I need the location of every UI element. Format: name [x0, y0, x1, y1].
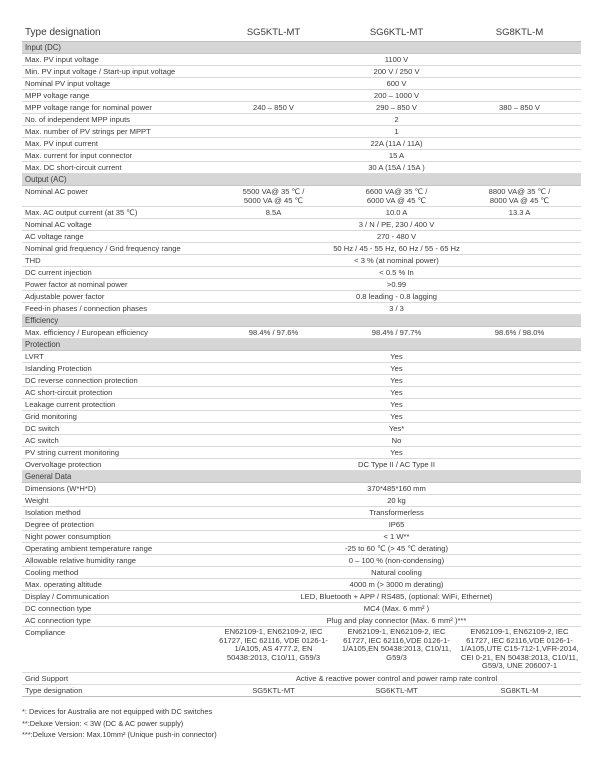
spec-value: 30 A (15A / 15A ) — [212, 162, 581, 174]
spec-row — [22, 543, 581, 555]
spec-value: 3 / N / PE, 230 / 400 V — [212, 219, 581, 231]
spec-value: 200 – 1000 V — [212, 90, 581, 102]
spec-value: No — [212, 435, 581, 447]
spec-row — [22, 615, 581, 627]
spec-value: Yes — [212, 351, 581, 363]
section-title: General Data — [22, 471, 581, 483]
spec-label: DC reverse connection protection — [22, 375, 212, 387]
section-efficiency — [22, 315, 581, 327]
spec-value: 98.4% / 97.7% — [335, 327, 458, 339]
spec-label: DC current injection — [22, 267, 212, 279]
model-sg5ktl-mt: SG5KTL-MT — [212, 24, 335, 42]
spec-value: >0.99 — [212, 279, 581, 291]
spec-value: 50 Hz / 45 - 55 Hz, 60 Hz / 55 - 65 Hz — [212, 243, 581, 255]
spec-value: 15 A — [212, 150, 581, 162]
spec-label: Max. DC short-circuit current — [22, 162, 212, 174]
spec-row — [22, 435, 581, 447]
spec-value: < 3 % (at nominal power) — [212, 255, 581, 267]
spec-row — [22, 138, 581, 150]
spec-row — [22, 150, 581, 162]
spec-label: Adjustable power factor — [22, 291, 212, 303]
spec-row — [22, 66, 581, 78]
value-line: 8800 VA@ 35 ℃ / — [488, 187, 551, 196]
spec-row — [22, 231, 581, 243]
model-sg5ktl-mt: SG5KTL-MT — [212, 684, 335, 696]
spec-row — [22, 495, 581, 507]
datasheet — [22, 24, 581, 741]
spec-value: 1100 V — [212, 54, 581, 66]
spec-row — [22, 531, 581, 543]
section-general-data — [22, 471, 581, 483]
spec-label: Max. operating altitude — [22, 579, 212, 591]
spec-label: Max. PV input voltage — [22, 54, 212, 66]
spec-value: Yes — [212, 363, 581, 375]
spec-label: Isolation method — [22, 507, 212, 519]
spec-value: 290 – 850 V — [335, 102, 458, 114]
spec-value: 380 – 850 V — [458, 102, 581, 114]
compliance-sg5ktl-mt: EN62109-1, EN62109-2, IEC 61727, IEC 62116, VDE 0126-1-1/A105, AS 4777.2, EN 50438:2013, C10/11, G59/3 — [212, 627, 335, 673]
spec-row — [22, 507, 581, 519]
spec-value: Natural cooling — [212, 567, 581, 579]
spec-row — [22, 399, 581, 411]
spec-value: Yes — [212, 399, 581, 411]
spec-row — [22, 54, 581, 66]
spec-value: Plug and play connector (Max. 6 mm² )*** — [212, 615, 581, 627]
spec-row — [22, 207, 581, 219]
spec-value — [458, 186, 581, 207]
footnote: **:Deluxe Version: < 3W (DC & AC power supply) — [22, 718, 184, 728]
spec-row — [22, 78, 581, 90]
spec-value: < 0.5 % In — [212, 267, 581, 279]
spec-label: AC short-circuit protection — [22, 387, 212, 399]
spec-label: Max. PV input current — [22, 138, 212, 150]
spec-label: Nominal grid frequency / Grid frequency range — [22, 243, 212, 255]
spec-row — [22, 567, 581, 579]
type-designation-label: Type designation — [22, 24, 212, 42]
spec-label: AC voltage range — [22, 231, 212, 243]
spec-row — [22, 363, 581, 375]
spec-label: No. of independent MPP inputs — [22, 114, 212, 126]
spec-label: Nominal AC power — [22, 186, 212, 207]
spec-value: 200 V / 250 V — [212, 66, 581, 78]
section-title: Protection — [22, 339, 581, 351]
spec-label: PV string current monitoring — [22, 447, 212, 459]
spec-value: 98.4% / 97.6% — [212, 327, 335, 339]
spec-label: THD — [22, 255, 212, 267]
footnotes — [22, 706, 581, 741]
spec-label: Operating ambient temperature range — [22, 543, 212, 555]
spec-label: DC switch — [22, 423, 212, 435]
spec-value: 4000 m (> 3000 m derating) — [212, 579, 581, 591]
spec-label: Weight — [22, 495, 212, 507]
spec-label: DC connection type — [22, 603, 212, 615]
spec-row — [22, 591, 581, 603]
spec-label: Dimensions (W*H*D) — [22, 483, 212, 495]
spec-row — [22, 291, 581, 303]
value-line: 5500 VA@ 35 ℃ / — [242, 187, 305, 196]
spec-value: Yes — [212, 411, 581, 423]
type-designation-label: Type designation — [22, 684, 212, 696]
spec-value: 0.8 leading - 0.8 lagging — [212, 291, 581, 303]
spec-value: 1 — [212, 126, 581, 138]
spec-value: 13.3 A — [458, 207, 581, 219]
spec-value: 3 / 3 — [212, 303, 581, 315]
spec-row — [22, 219, 581, 231]
spec-row — [22, 579, 581, 591]
spec-label: Max. efficiency / European efficiency — [22, 327, 212, 339]
spec-label: Allowable relative humidity range — [22, 555, 212, 567]
section-input-dc — [22, 42, 581, 54]
spec-label: Grid monitoring — [22, 411, 212, 423]
spec-row — [22, 447, 581, 459]
spec-label: MPP voltage range for nominal power — [22, 102, 212, 114]
value-line: 6600 VA@ 35 ℃ / — [365, 187, 428, 196]
spec-value: 370*485*160 mm — [212, 483, 581, 495]
spec-row — [22, 483, 581, 495]
spec-value: 270 - 480 V — [212, 231, 581, 243]
spec-row — [22, 279, 581, 291]
spec-row — [22, 186, 581, 207]
model-sg8ktl-m: SG8KTL-M — [458, 24, 581, 42]
footnote: ***:Deluxe Version: Max.10mm² (Unique push-in connector) — [22, 730, 217, 740]
spec-value: -25 to 60 ℃ (> 45 ℃ derating) — [212, 543, 581, 555]
spec-value: 0 – 100 % (non-condensing) — [212, 555, 581, 567]
spec-label: Degree of protection — [22, 519, 212, 531]
section-title: Efficiency — [22, 315, 581, 327]
spec-row — [22, 303, 581, 315]
value-line: 8000 VA @ 45 ℃ — [489, 196, 550, 205]
spec-row — [22, 114, 581, 126]
spec-row — [22, 162, 581, 174]
spec-value — [212, 186, 335, 207]
spec-value: Transformerless — [212, 507, 581, 519]
spec-value: 600 V — [212, 78, 581, 90]
spec-value: Yes* — [212, 423, 581, 435]
model-sg8ktl-m: SG8KTL-M — [458, 684, 581, 696]
spec-value: < 1 W** — [212, 531, 581, 543]
spec-label: AC switch — [22, 435, 212, 447]
spec-value: Yes — [212, 447, 581, 459]
spec-label: LVRT — [22, 351, 212, 363]
spec-row — [22, 375, 581, 387]
footer-row — [22, 684, 581, 696]
section-protection — [22, 339, 581, 351]
header-row — [22, 24, 581, 42]
spec-label: Compliance — [22, 627, 212, 673]
spec-label: Power factor at nominal power — [22, 279, 212, 291]
spec-label: Grid Support — [22, 672, 212, 684]
spec-label: Feed-in phases / connection phases — [22, 303, 212, 315]
spec-value: LED, Bluetooth + APP / RS485, (optional: WiFi, Ethernet) — [212, 591, 581, 603]
spec-label: Night power consumption — [22, 531, 212, 543]
spec-value: Active & reactive power control and power ramp rate control — [212, 672, 581, 684]
compliance-sg6ktl-mt: EN62109-1, EN62109-2, IEC 61727, IEC 62116,VDE 0126-1-1/A105,EN 50438:2013, C10/11, G59/3 — [335, 627, 458, 673]
spec-row — [22, 672, 581, 684]
spec-row — [22, 126, 581, 138]
spec-row — [22, 555, 581, 567]
footnote: *: Devices for Australia are not equipped with DC switches — [22, 706, 213, 716]
spec-value: 22A (11A / 11A) — [212, 138, 581, 150]
section-title: Output (AC) — [22, 174, 581, 186]
spec-value: DC Type II / AC Type II — [212, 459, 581, 471]
spec-label: Islanding Protection — [22, 363, 212, 375]
spec-row — [22, 519, 581, 531]
value-line: 5000 VA @ 45 ℃ — [243, 196, 304, 205]
spec-row — [22, 255, 581, 267]
spec-value: 240 – 850 V — [212, 102, 335, 114]
spec-row — [22, 267, 581, 279]
spec-value — [335, 186, 458, 207]
spec-label: Max. AC output current (at 35 ℃) — [22, 207, 212, 219]
spec-label: Max. number of PV strings per MPPT — [22, 126, 212, 138]
spec-row — [22, 351, 581, 363]
spec-row — [22, 627, 581, 673]
spec-value: 98.6% / 98.0% — [458, 327, 581, 339]
spec-value: Yes — [212, 375, 581, 387]
spec-row — [22, 459, 581, 471]
spec-label: Cooling method — [22, 567, 212, 579]
model-sg6ktl-mt: SG6KTL-MT — [335, 684, 458, 696]
spec-row — [22, 90, 581, 102]
spec-row — [22, 387, 581, 399]
spec-row — [22, 603, 581, 615]
spec-row — [22, 243, 581, 255]
spec-value: IP65 — [212, 519, 581, 531]
spec-label: Min. PV input voltage / Start-up input voltage — [22, 66, 212, 78]
spec-label: MPP voltage range — [22, 90, 212, 102]
value-line: 6000 VA @ 45 ℃ — [366, 196, 427, 205]
spec-label: Nominal AC voltage — [22, 219, 212, 231]
section-title: Input (DC) — [22, 42, 581, 54]
spec-value: 2 — [212, 114, 581, 126]
spec-value: Yes — [212, 387, 581, 399]
spec-row — [22, 411, 581, 423]
spec-value: 8.5A — [212, 207, 335, 219]
compliance-sg8ktl-m: EN62109-1, EN62109-2, IEC 61727, IEC 62116,VDE 0126-1-1/A105,UTE C15-712-1,VFR-2014, CEI 0-21, EN 50438:2013, C10/11, G59/3, UNE 206007-1 — [458, 627, 581, 673]
spec-value: MC4 (Max. 6 mm² ) — [212, 603, 581, 615]
spec-label: Overvoltage protection — [22, 459, 212, 471]
spec-row — [22, 327, 581, 339]
spec-value: 10.0 A — [335, 207, 458, 219]
spec-label: Leakage current protection — [22, 399, 212, 411]
section-output-ac — [22, 174, 581, 186]
model-sg6ktl-mt: SG6KTL-MT — [335, 24, 458, 42]
spec-label: Nominal PV input voltage — [22, 78, 212, 90]
spec-label: Max. current for input connector — [22, 150, 212, 162]
spec-value: 20 kg — [212, 495, 581, 507]
spec-label: Display / Communication — [22, 591, 212, 603]
spec-label: AC connection type — [22, 615, 212, 627]
spec-row — [22, 423, 581, 435]
spec-table — [22, 24, 581, 697]
spec-row — [22, 102, 581, 114]
